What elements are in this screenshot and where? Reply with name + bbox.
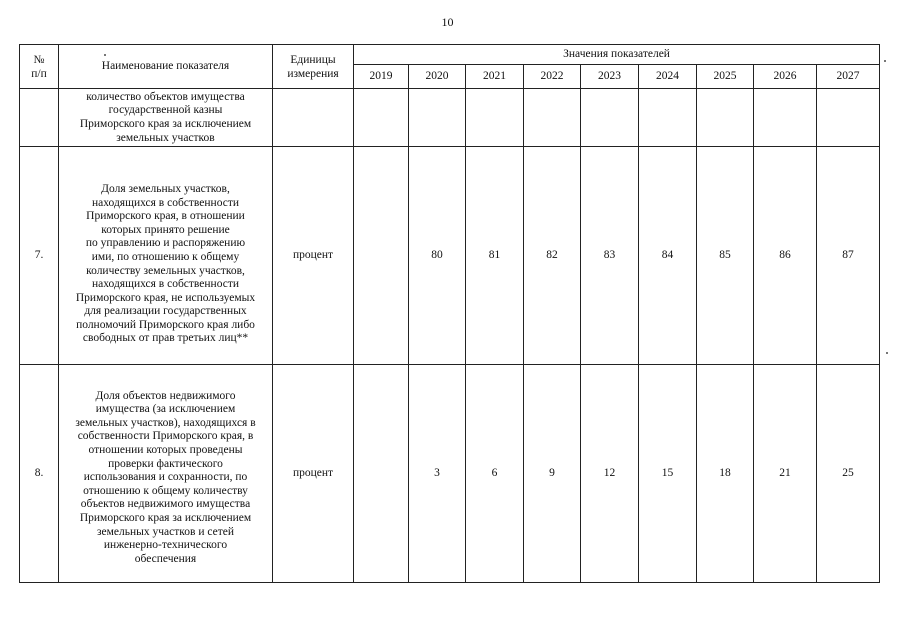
header-year: 2027 [817, 65, 880, 89]
header-unit: Единицы измерения [273, 45, 354, 89]
table-row [20, 365, 880, 583]
row-value [581, 89, 639, 147]
row-value: 82 [524, 147, 581, 365]
row-value [354, 89, 409, 147]
row-value [524, 89, 581, 147]
indicators-table [19, 44, 880, 583]
row-value: 6 [466, 365, 524, 583]
row-value [354, 365, 409, 583]
row-unit [273, 89, 354, 147]
row-num: 7. [20, 147, 59, 365]
header-year: 2023 [581, 65, 639, 89]
row-num: 8. [20, 365, 59, 583]
header-year: 2022 [524, 65, 581, 89]
row-value [466, 89, 524, 147]
row-name: количество объектов имущества государственной казны Приморского края за исключением земельных участков [59, 89, 273, 147]
header-year: 2020 [409, 65, 466, 89]
row-value [754, 89, 817, 147]
row-value [697, 89, 754, 147]
row-value: 83 [581, 147, 639, 365]
row-value: 84 [639, 147, 697, 365]
header-row-top [20, 45, 880, 65]
table-row [20, 89, 880, 147]
row-value: 25 [817, 365, 880, 583]
page-number: 10 [441, 15, 454, 29]
row-value: 80 [409, 147, 466, 365]
row-value: 15 [639, 365, 697, 583]
row-value: 18 [697, 365, 754, 583]
row-value: 86 [754, 147, 817, 365]
row-value: 9 [524, 365, 581, 583]
header-year: 2021 [466, 65, 524, 89]
row-value: 12 [581, 365, 639, 583]
header-year: 2024 [639, 65, 697, 89]
row-value: 21 [754, 365, 817, 583]
scan-speck [886, 352, 888, 354]
table-row [20, 147, 880, 365]
row-num [20, 89, 59, 147]
row-value: 87 [817, 147, 880, 365]
header-year: 2025 [697, 65, 754, 89]
row-value [639, 89, 697, 147]
scan-speck [104, 54, 106, 56]
row-value: 81 [466, 147, 524, 365]
header-values: Значения показателей [354, 45, 880, 65]
row-name: Доля земельных участков, находящихся в собственности Приморского края, в отношении которых принято решение по управлению и распоряжению ими, по отношению к общему количеству земельных участков, находящихся в собственности Приморского края, не используемых для реализации государственных полномочий Приморского края либо свободных от прав третьих лиц** [59, 147, 273, 365]
header-year: 2019 [354, 65, 409, 89]
header-num: № п/п [20, 45, 59, 89]
row-value [354, 147, 409, 365]
row-value: 3 [409, 365, 466, 583]
row-unit: процент [273, 147, 354, 365]
row-value [817, 89, 880, 147]
row-name: Доля объектов недвижимого имущества (за исключением земельных участков), находящихся в собственности Приморского края, в отношении которых проведены проверки фактического использования и сохранности, по отношению к общему количеству объектов недвижимого имущества Приморского края за исключением земельных участков и сетей инженерно-технического обеспечения [59, 365, 273, 583]
row-value: 85 [697, 147, 754, 365]
row-unit: процент [273, 365, 354, 583]
header-year: 2026 [754, 65, 817, 89]
scan-speck [884, 60, 886, 62]
row-value [409, 89, 466, 147]
header-name: Наименование показателя [59, 45, 273, 89]
